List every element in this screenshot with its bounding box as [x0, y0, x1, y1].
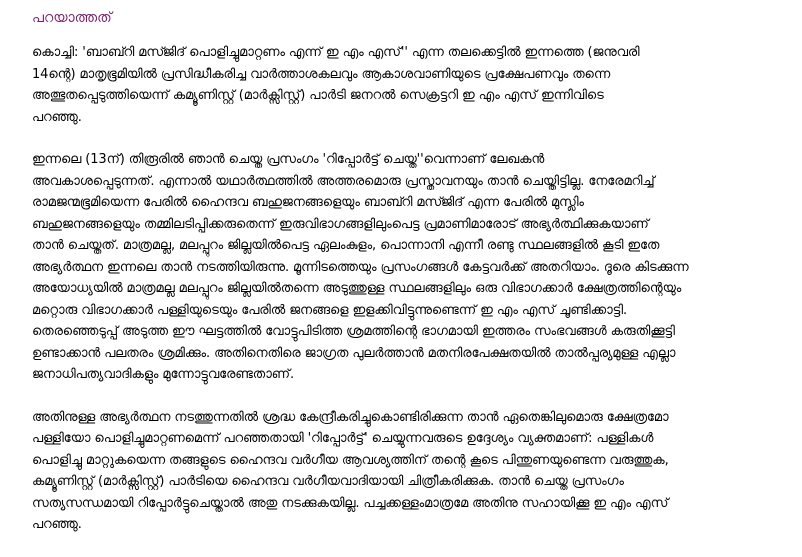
paragraph-line: അതിനുള്ള അഭ്യര്‍ത്ഥന നടത്തുന്നതില്‍ ശ്രദ്ധ കേന്ദ്രീകരിച്ചുകൊണ്ടിരിക്കുന്ന താന്‍ ഏതെങ്കിലുമൊരു ക്ഷേത്രമോ — [32, 409, 669, 425]
paragraph-line: മറ്റൊരു വിഭാഗക്കാര്‍ പള്ളിയുടെയും പേരില്‍ ജനങ്ങളെ ഇളക്കിവിട്ടുന്നുണ്ടെന്ന് ഇ എം എസ് ചൂണ്ടിക്കാട്ടി. — [32, 302, 627, 318]
article-heading: പറയാത്തത് — [32, 10, 112, 26]
paragraph-1 — [32, 42, 780, 128]
paragraph-line: അവകാശപ്പെടുന്നത്. എന്നാല്‍ യഥാര്‍ത്ഥത്തില്‍ അത്തരമൊരു പ്രസ്താവനയും താന്‍ ചെയ്തിട്ടില്ല. നേരേമറിച്ച് — [32, 173, 655, 189]
paragraph-line: കമ്യൂണിസ്റ്റ് (മാര്‍ക്സിസ്റ്റ്) പാര്‍ടിയെ ഹൈന്ദവ വര്‍ഗീയവാദിയായി ചിത്രീകരിക്കുക. താന്‍ ചെയ്ത പ്രസംഗം — [32, 474, 624, 489]
paragraph-3 — [32, 407, 780, 536]
paragraph-line: പറഞ്ഞു. — [32, 109, 82, 125]
paragraph-line: പൊളിച്ചു മാറ്റുകയെന്ന തങ്ങളുടെ ഹൈന്ദവ വര്‍ഗീയ ആവശ്യത്തിന് തന്റെ കൂടെ പിന്തുണയുണ്ടെന്ന വരുത്തുക, — [32, 452, 669, 468]
article-body — [32, 42, 780, 536]
paragraph-line: കൊച്ചി: 'ബാബ്റി മസ്ജിദ് പൊളിച്ചുമാറ്റണം എന്ന് ഇ എം എസ്'' എന്ന തലക്കെട്ടില്‍ ഇന്നത്തെ (ജനുവരി — [32, 45, 640, 60]
paragraph-line: ജനാധിപത്യവാദികളും മുന്നോട്ടുവരേണ്ടതാണ്. — [32, 367, 295, 382]
paragraph-line: അഭ്യര്‍ത്ഥന ഇന്നലെ താന്‍ നടത്തിയിരുന്നു. മൂന്നിടത്തെയും പ്രസംഗങ്ങള്‍ കേട്ടവര്‍ക്ക് അതറിയാം. ദൂരെ കിടക്കുന്ന — [32, 259, 689, 275]
paragraph-line: സത്യസന്ധമായി റിപ്പോര്‍ട്ടുചെയ്താല്‍ അതു നടക്കുകയില്ല. പച്ചക്കള്ളംമാത്രമേ അതിനു സഹായിക്കൂ ഇ എം എസ് — [32, 495, 669, 511]
paragraph-line: താന്‍ ചെയ്തത്. മാത്രമല്ല, മലപ്പുറം ജില്ലയില്‍പെട്ട ഏലംകുളം, പൊന്നാനി എന്നീ രണ്ടു സ്ഥലങ്ങളില്‍ കൂടി ഇതേ — [32, 238, 660, 253]
paragraph-line: പള്ളിയോ പൊളിച്ചുമാറ്റണമെന്ന് പറഞ്ഞതായി 'റിപ്പോര്‍ട്ട്' ചെയ്യുന്നവരുടെ ഉദ്ദേശ്യം വ്യക്തമാണ്: പള്ളികള്‍ — [32, 431, 654, 446]
paragraph-line: ഉണ്ടാക്കാന്‍ പലതരം ശ്രമിക്കും. അതിനെതിരെ ജാഗ്രത പുലര്‍ത്താന്‍ മതനിരപേക്ഷതയില്‍ താല്‍പ്പര്യമുള്ള എല്ലാ — [32, 345, 676, 361]
paragraph-2 — [32, 149, 780, 386]
paragraph-line: രാമജന്മഭൂമിയെന്ന പേരില്‍ ഹൈന്ദവ ബഹുജനങ്ങളെയും ബാബ്റി മസ്ജിദ് എന്ന പേരില്‍ മുസ്ലിം — [32, 195, 584, 210]
paragraph-line: 14ന്റെ) മാതൃഭൂമിയില്‍ പ്രസിദ്ധീകരിച്ച വാര്‍ത്താശകലവും ആകാശവാണിയുടെ പ്രക്ഷേപണവും തന്നെ — [32, 66, 611, 82]
paragraph-line: ബഹുജനങ്ങളെയും തമ്മിലടിപ്പിക്കരുതെന്ന് ഇരുവിഭാഗങ്ങളിലുംപെട്ട പ്രമാണിമാരോട് അഭ്യര്‍ത്ഥിക്കുകയാണ് — [32, 216, 649, 232]
paragraph-line: ഇന്നലെ (13ന്) തിരൂരില്‍ ഞാന്‍ ചെയ്ത പ്രസംഗം 'റിപ്പോര്‍ട്ട് ചെയ്ത''വെന്നാണ് ലേഖകന്‍ — [32, 152, 545, 167]
article — [32, 8, 780, 557]
paragraph-line: തെരഞ്ഞെടുപ്പ് അടുത്ത ഈ ഘട്ടത്തില്‍ വോട്ടുപിടിത്ത ശ്രമത്തിന്റെ ഭാഗമായി ഇത്തരം സംഭവങ്ങള്‍ കരുതിക്കൂട്ടി — [32, 324, 675, 339]
paragraph-line: അത്ഭുതപ്പെടുത്തിയെന്ന് കമ്യൂണിസ്റ്റ് (മാര്‍ക്സിസ്റ്റ്) പാര്‍ടി ജനറല്‍ സെക്രട്ടറി ഇ എം എസ് ഇന്നിവിടെ — [32, 88, 604, 103]
paragraph-line: അയോധ്യയില്‍ മാത്രമല്ല മലപ്പുറം ജില്ലയില്‍തന്നെ അടുത്തുള്ള സ്ഥലങ്ങളിലും ഒരു വിഭാഗക്കാര്‍ ക്ഷേത്രത്തിന്റെയും — [32, 281, 682, 296]
paragraph-line: പറഞ്ഞു. — [32, 517, 82, 532]
